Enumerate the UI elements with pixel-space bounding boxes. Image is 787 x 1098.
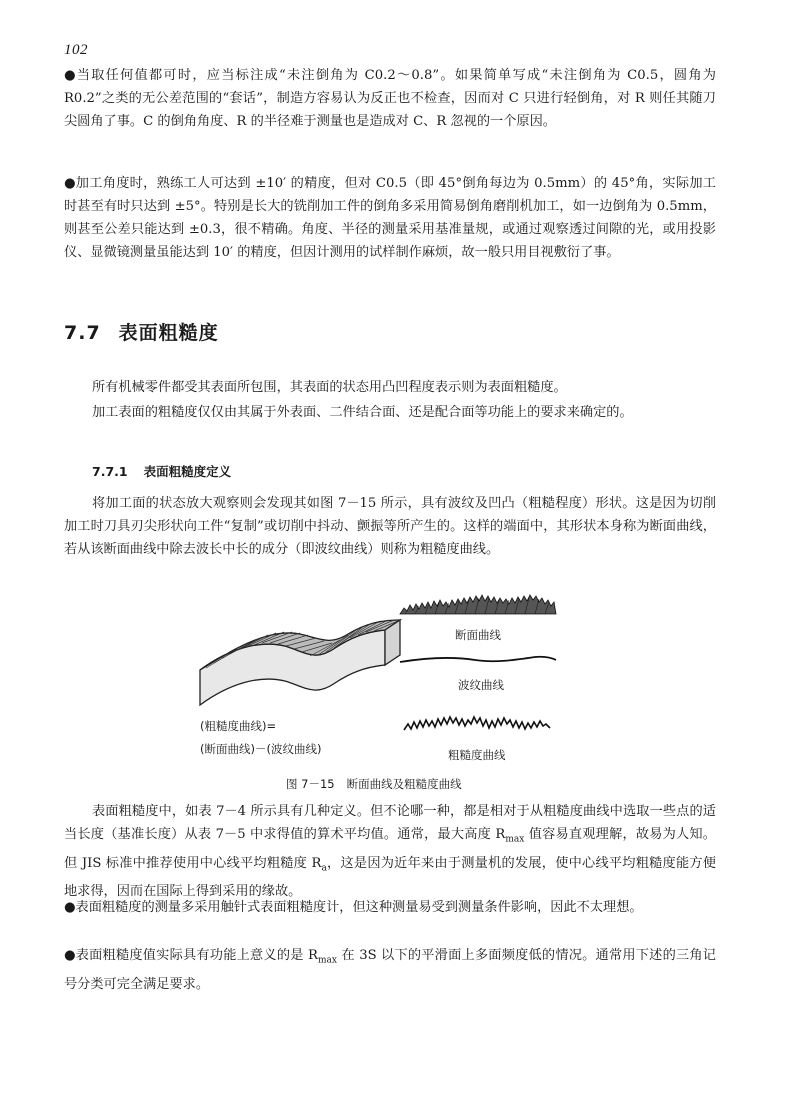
after-figure-paragraph-3 — [64, 944, 716, 996]
subsection-title: 表面粗糙度定义 — [143, 464, 232, 479]
intro-paragraph-1: ●当取任何值都可时，应当标注成“未注倒角为 C0.2～0.8”。如果简单写成“未注倒角为 C0.5，圆角为 R0.2”之类的无公差范围的“套话”，制造方容易认为反正也不检查，因而对 C 只进行轻倒角，对 R 则任其随刀尖圆角了事。C 的倒角角度、R 的半径难于测量也是造成对 C、R 忽视的一个原因。 — [64, 68, 716, 129]
formula-line-1: (粗糙度曲线)= — [200, 719, 277, 733]
p3-text-b: 在 3S 以下的平滑面上多面频度低的情况。通常用下述的三角记号分类可完全满足要求。 — [64, 948, 716, 992]
after-figure-paragraph-2: ●表面粗糙度的测量多采用触针式表面粗糙度计，但这种测量易受到测量条件影响，因此不太理想。 — [64, 900, 643, 915]
intro-paragraph-2: ●加工角度时，熟练工人可达到 ±10′ 的精度，但对 C0.5（即 45°倒角每边为 0.5mm）的 45°角，实际加工时甚至有时只达到 ±5°。特别是长大的铣削加工件的倒角多采用简易倒角磨削机加工，如一边倒角为 0.5mm，则甚至公差只能达到 ±0.3，很不精确。角度、半径的测量采用基准量规，或通过观察透过间隙的光，或用投影仪、显微镜测量虽能达到 10′ 的精度，但因计测用的试样制作麻烦，故一般只用目视敷衍了事。 — [64, 176, 716, 260]
roughness-curve — [404, 717, 550, 730]
label-profile-curve: 断面曲线 — [455, 628, 501, 642]
figure-caption-number: 图 7－15 — [286, 777, 335, 791]
subsection-number: 7.7.1 — [92, 464, 128, 479]
figure-caption — [286, 776, 462, 792]
p1-text-b: 值容易直观理解，故易为人知。但 JIS 标准中推荐使用中心线平均粗糙度 R — [64, 827, 716, 871]
p3-sub-max: max — [317, 955, 337, 966]
waviness-curve — [400, 657, 556, 662]
section-number: 7.7 — [64, 322, 101, 344]
section-paragraph-2: 加工表面的粗糙度仅仅由其属于外表面、二件结合面、还是配合面等功能上的要求来确定的。 — [92, 405, 633, 420]
figure-caption-text: 断面曲线及粗糙度曲线 — [346, 777, 462, 791]
machined-surface-block — [200, 620, 400, 705]
label-waviness-curve: 波纹曲线 — [458, 678, 504, 692]
page-number: 102 — [64, 42, 88, 58]
p1-text-a: 表面粗糙度中，如表 7－4 所示具有几种定义。但不论哪一种，都是相对于从粗糙度曲线中选取一些点的适当长度（基准长度）从表 7－5 中求得值的算术平均值。通常，最大高度 R — [64, 804, 716, 842]
p3-text-a: ●表面粗糙度值实际具有功能上意义的是 R — [64, 948, 318, 963]
p1-sub-max: max — [505, 834, 525, 845]
formula-line-2: (断面曲线)－(波纹曲线) — [200, 742, 322, 756]
section-paragraph-1: 所有机械零件都受其表面所包围，其表面的状态用凸凹程度表示则为表面粗糙度。 — [92, 380, 567, 395]
p1-sub-a: a — [321, 863, 327, 874]
section-title: 表面粗糙度 — [118, 322, 219, 344]
after-figure-paragraph-1 — [64, 800, 716, 903]
profile-curve — [400, 595, 556, 614]
label-roughness-curve: 粗糙度曲线 — [448, 748, 506, 762]
section-heading — [64, 318, 219, 345]
subsection-heading — [92, 462, 231, 480]
p1-text-c: ，这是因为近年来由于测量机的发展，使中心线平均粗糙度能方便地求得，因而在国际上得到采用的缘故。 — [64, 855, 716, 900]
subsection-paragraph: 将加工面的状态放大观察则会发现其如图 7－15 所示，具有波纹及凹凸（粗糙程度）形状。这是因为切削加工时刀具刃尖形状向工件“复制”或切削中抖动、颤振等所产生的。这样的端面中，其形状本身称为断面曲线，若从该断面曲线中除去波长中长的成分（即波纹曲线）则称为粗糙度曲线。 — [64, 496, 716, 557]
